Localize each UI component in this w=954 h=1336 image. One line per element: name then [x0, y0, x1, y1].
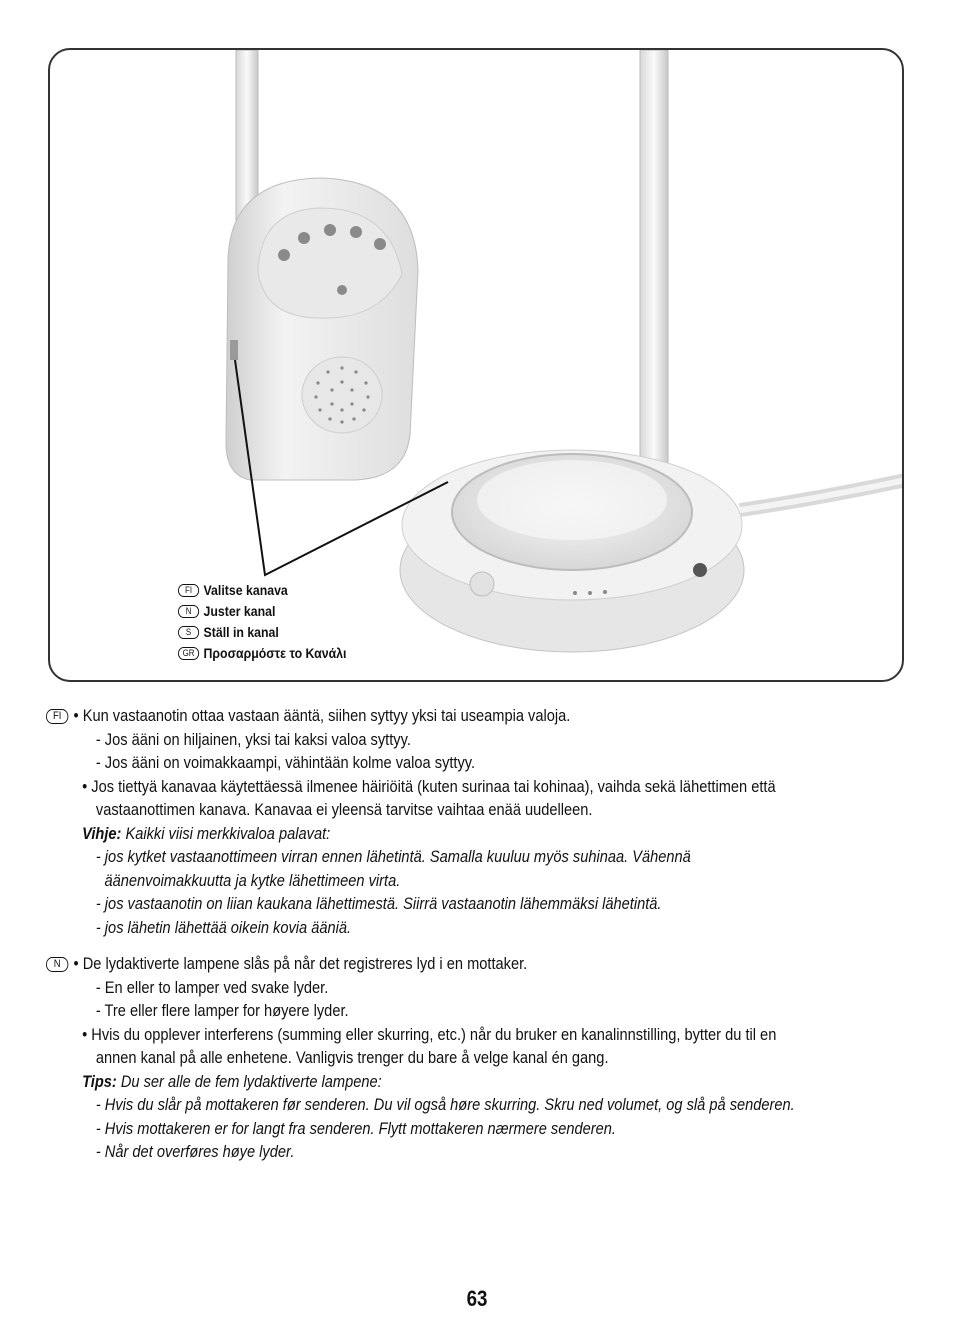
callout-text: Προσαρμόστε το Κανάλι	[203, 645, 347, 661]
callout-label-n	[178, 601, 346, 622]
n-sub-1: - En eller to lamper ved svake lyder.	[95, 977, 329, 997]
n-tip-heading	[46, 1070, 803, 1094]
callout-text: Ställ in kanal	[203, 624, 279, 640]
n-bullet-1: • De lydaktiverte lampene slås på når det registreres lyd i en mottaker.	[73, 954, 528, 973]
product-figure	[48, 48, 904, 682]
language-badge: FI	[46, 709, 68, 724]
fi-tip-3: - jos lähetin lähettää oikein kovia ääniä.	[95, 917, 352, 937]
language-badge: N	[178, 605, 199, 618]
fi-bullet-2-line-2: vastaanottimen kanava. Kanavaa ei yleensä tarvitse vaihtaa enää uudelleen.	[95, 800, 593, 819]
channel-switch-icon	[230, 340, 238, 360]
n-tip-1: - Hvis du slår på mottakeren før senderen. Du vil også høre skurring. Skru ned volumet, og slå på senderen.	[95, 1095, 795, 1114]
callout-text: Valitse kanava	[203, 582, 288, 598]
language-badge: GR	[178, 647, 199, 660]
speaker-grille-icon	[302, 357, 382, 433]
fi-bullet-2-line-1: • Jos tiettyä kanavaa käytettäessä ilmenee häiriöitä (kuten surinaa tai kohinaa), vaihda sekä lähettimen että	[82, 776, 776, 796]
n-tip-3: - Når det overføres høye lyder.	[95, 1142, 295, 1161]
fi-sub-2: - Jos ääni on voimakkaampi, vähintään kolme valoa syttyy.	[95, 753, 476, 772]
fi-tip-1-line-1: - jos kytket vastaanottimeen virran ennen lähetintä. Samalla kuuluu myös suhinaa. Vähennä	[95, 847, 691, 866]
n-bullet-2-line-2: annen kanal på alle enhetene. Vanligvis trenger du bare å velge kanal én gang.	[95, 1048, 609, 1067]
language-badge: FI	[178, 584, 199, 597]
fi-tip-2: - jos vastaanotin on liian kaukana lähettimestä. Siirrä vastaanotin lähemmäksi lähetintä.	[95, 894, 662, 913]
n-tip-text: Du ser alle de fem lydaktiverte lampene:	[116, 1071, 382, 1091]
norwegian-section	[46, 952, 803, 1164]
base-antenna	[640, 50, 668, 470]
n-bullet-2-line-1: • Hvis du opplever interferens (summing eller skurring, etc.) når du bruker en kanalinnstilling, bytter du til en	[82, 1024, 777, 1044]
callout-text: Juster kanal	[203, 603, 276, 619]
fi-tip-1-line-2: äänenvoimakkuutta ja kytke lähettimeen virta.	[104, 870, 401, 890]
n-sub-2: - Tre eller flere lamper for høyere lyder.	[95, 1001, 349, 1020]
language-badge: N	[46, 957, 68, 972]
light-indicator-icon	[693, 563, 707, 577]
n-tip-label: Tips:	[82, 1071, 117, 1091]
receiver-antenna	[236, 50, 258, 220]
fi-tip-heading	[46, 822, 803, 846]
callout-label-fi	[178, 580, 346, 601]
callout-labels	[178, 580, 346, 664]
fi-bullet-1: • Kun vastaanotin ottaa vastaan ääntä, siihen syttyy yksi tai useampia valoja.	[73, 706, 571, 725]
language-badge: S	[178, 626, 199, 639]
fi-tip-label: Vihje:	[82, 823, 122, 843]
finnish-section	[46, 704, 803, 939]
power-button-icon	[470, 572, 494, 596]
n-tip-2: - Hvis mottakeren er for langt fra senderen. Flytt mottakeren nærmere senderen.	[95, 1118, 616, 1138]
fi-tip-text: Kaikki viisi merkkivaloa palavat:	[121, 823, 331, 843]
fi-sub-1: - Jos ääni on hiljainen, yksi tai kaksi valoa syttyy.	[95, 729, 411, 749]
callout-label-gr	[178, 643, 346, 664]
callout-label-s	[178, 622, 346, 643]
page-number: 63	[466, 1286, 488, 1311]
